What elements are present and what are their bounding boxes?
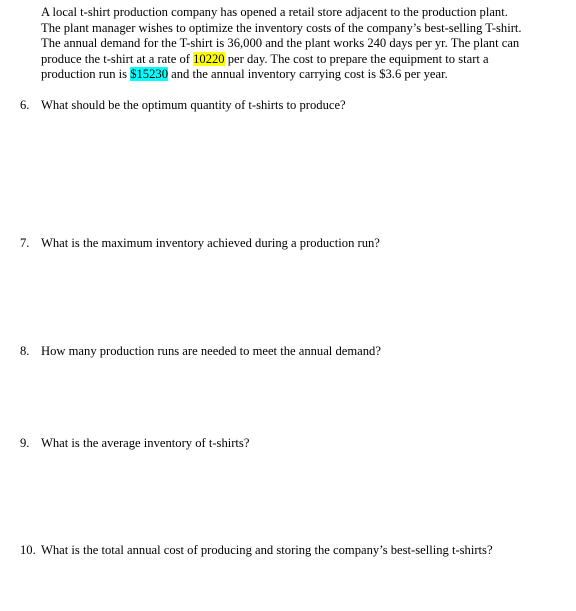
question-text: What is the total annual cost of producing and storing the company’s best-selling t-shirts? [41, 543, 493, 557]
question-9 [20, 435, 249, 451]
question-number: 10. [20, 543, 36, 557]
production-rate-highlight: 10220 [193, 51, 225, 66]
question-6 [20, 97, 346, 113]
question-text: What should be the optimum quantity of t-shirts to produce? [41, 98, 346, 112]
question-text: How many production runs are needed to meet the annual demand? [41, 344, 381, 358]
question-text: What is the maximum inventory achieved during a production run? [41, 236, 380, 250]
problem-line-5-start: production run is [41, 67, 131, 82]
problem-line-5-end: and the annual inventory carrying cost is $3.6 per year. [167, 67, 448, 82]
question-10 [20, 542, 493, 558]
problem-statement [41, 5, 569, 83]
question-7 [20, 235, 380, 251]
problem-line-2: The plant manager wishes to optimize the inventory costs of the company’s best-selling T-shirt. [41, 20, 522, 35]
question-number: 8. [20, 344, 30, 358]
setup-cost-highlight: $15230 [130, 67, 168, 82]
problem-line-4-end: per day. The cost to prepare the equipment to start a [224, 51, 489, 66]
question-number: 7. [20, 236, 30, 250]
problem-line-3: The annual demand for the T-shirt is 36,000 and the plant works 240 days per yr. The plant can [41, 36, 520, 51]
problem-line-4-start: produce the t-shirt at a rate of [41, 51, 194, 66]
problem-line-1: A local t-shirt production company has opened a retail store adjacent to the production plant. [41, 5, 508, 19]
question-text: What is the average inventory of t-shirts? [41, 436, 250, 450]
question-number: 6. [20, 98, 30, 112]
problem-line-5 [41, 67, 569, 83]
question-8 [20, 343, 381, 359]
question-number: 9. [20, 436, 30, 450]
problem-line-4 [41, 52, 569, 68]
